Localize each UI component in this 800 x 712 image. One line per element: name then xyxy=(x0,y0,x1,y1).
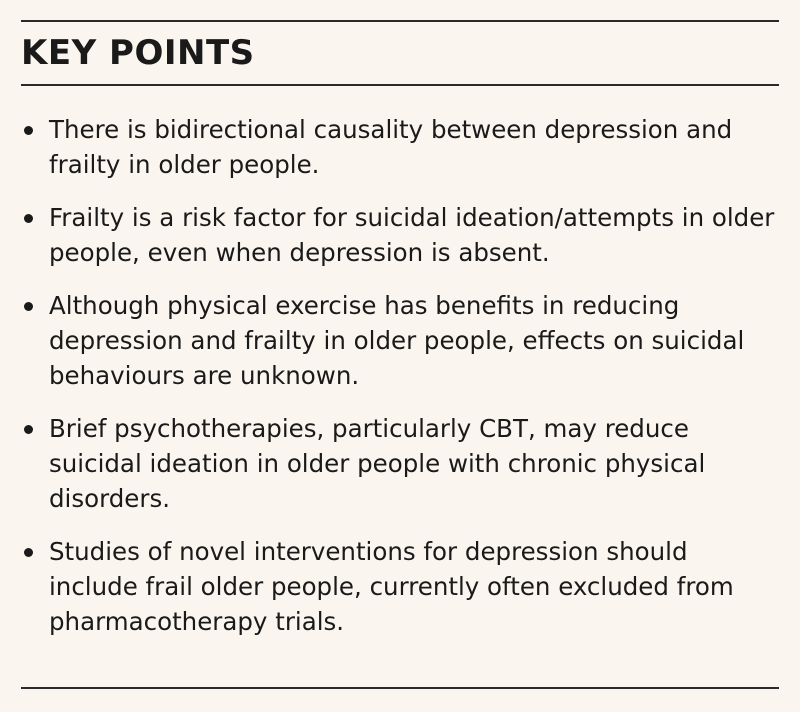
bullet-icon xyxy=(24,214,33,223)
key-point-text: Brief psychotherapies, particularly CBT, may reduce suicidal ideation in older people with chronic physical disorders. xyxy=(49,414,706,513)
key-point-text: Although physical exercise has benefits in reducing depression and frailty in older people, effects on suicidal behaviours are unknown. xyxy=(49,291,745,390)
key-point-1 xyxy=(24,112,776,182)
key-point-text: There is bidirectional causality between depression and frailty in older people. xyxy=(49,115,733,179)
key-points-title: KEY POINTS xyxy=(21,33,255,73)
bullet-icon xyxy=(24,548,33,557)
key-point-4 xyxy=(24,411,776,516)
title-divider xyxy=(21,84,779,86)
bullet-icon xyxy=(24,302,33,311)
key-point-2 xyxy=(24,200,776,270)
key-point-text: Frailty is a risk factor for suicidal ideation/attempts in older people, even when depression is absent. xyxy=(49,203,775,267)
key-point-text: Studies of novel interventions for depression should include frail older people, currently often excluded from pharmacotherapy trials. xyxy=(49,537,734,636)
bullet-icon xyxy=(24,425,33,434)
key-point-3 xyxy=(24,288,776,393)
key-point-5 xyxy=(24,534,776,639)
top-divider xyxy=(21,20,779,22)
key-points-list xyxy=(24,112,776,657)
bullet-icon xyxy=(24,126,33,135)
bottom-divider xyxy=(21,687,779,689)
